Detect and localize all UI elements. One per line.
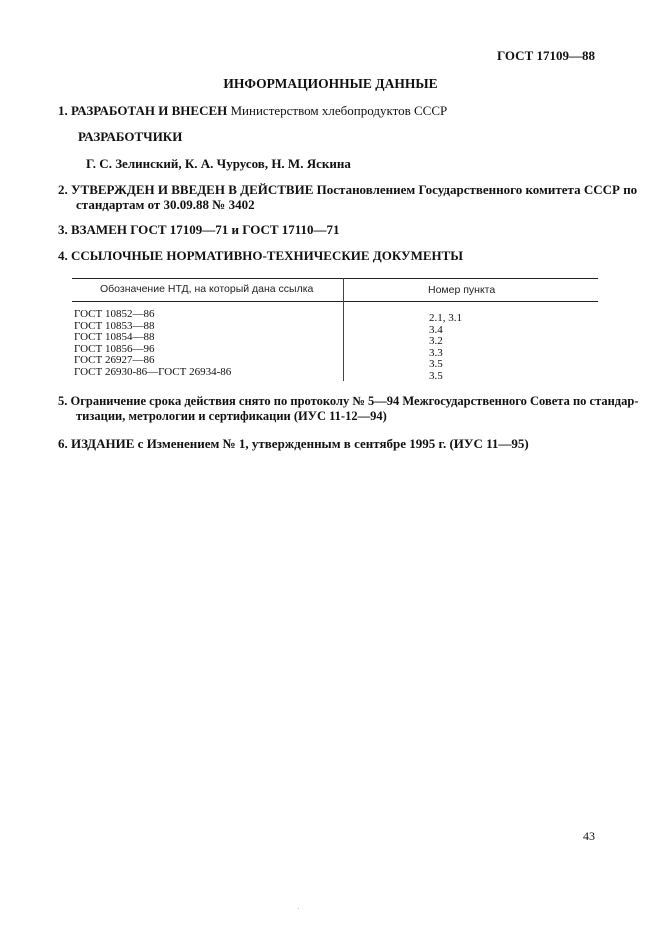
table-col-clauses [429,313,462,382]
table-header-designation: Обозначение НТД, на который дана ссылка [100,283,314,295]
item-5-number: 5. [58,394,68,408]
item-2-number: 2. [58,182,68,197]
table-header-rule [72,301,598,302]
table-row: ГОСТ 26930-86—ГОСТ 26934-86 [74,365,232,378]
item-4-lead: ССЫЛОЧНЫЕ НОРМАТИВНО-ТЕХНИЧЕСКИЕ ДОКУМЕНТЫ [71,248,464,263]
item-3-lead: ВЗАМЕН ГОСТ 17109—71 и ГОСТ 17110—71 [71,222,340,237]
item-5 [58,394,639,409]
item-5-text-cont: тизации, метрологии и сертификации (ИУС 11-12—94) [76,409,387,423]
item-4 [58,248,463,264]
item-1-number: 1. [58,103,68,118]
item-2 [58,182,637,198]
standard-number: ГОСТ 17109—88 [496,48,595,63]
item-2-text: Постановлением Государственного комитета СССР по [316,182,638,197]
table-row: ГОСТ 26927—86 [74,354,155,366]
item-1-lead: РАЗРАБОТАН И ВНЕСЕН [71,103,228,118]
table-cell: 3.3 [429,346,443,359]
item-3 [58,222,340,238]
item-6-number: 6. [58,436,68,451]
item-2-text-cont: стандартам от 30.09.88 № 3402 [76,197,255,212]
developers-authors: Г. С. Зелинский, К. А. Чурусов, Н. М. Яскина [86,156,351,171]
table-row: ГОСТ 10852—86 [74,308,155,320]
table-header-clause: Номер пункта [428,284,496,296]
scan-speck [298,908,299,909]
item-6 [58,436,529,452]
item-5-text: Ограничение срока действия снято по протоколу № 5—94 Межгосударственного Совета по стандар- [70,394,639,408]
item-4-number: 4. [58,248,68,263]
table-cell: 3.2 [429,335,443,347]
table-col-designations [74,309,231,378]
table-cell: 2.1, 3.1 [429,312,462,324]
table-column-divider [343,278,344,381]
item-3-number: 3. [58,222,68,237]
item-2-lead: УТВЕРЖДЕН И ВВЕДЕН В ДЕЙСТВИЕ [71,182,314,197]
page-title: ИНФОРМАЦИОННЫЕ ДАННЫЕ [223,76,438,91]
item-1 [58,103,447,119]
page-number: 43 [583,829,595,843]
table-row: ГОСТ 10856—96 [74,342,155,355]
item-6-lead: ИЗДАНИЕ [71,436,135,451]
table-cell: 3.5 [429,369,443,382]
table-cell: 3.4 [429,323,443,336]
item-6-text: с Изменением № 1, утвержденным в сентябре 1995 г. (ИУС 11—95) [137,436,529,451]
table-row: ГОСТ 10853—88 [74,319,155,332]
table-top-rule [72,278,598,279]
table-row: ГОСТ 10854—88 [74,331,155,343]
developers-heading: РАЗРАБОТЧИКИ [78,129,183,144]
table-cell: 3.5 [429,358,443,370]
item-1-text: Министерством хлебопродуктов СССР [230,103,448,118]
